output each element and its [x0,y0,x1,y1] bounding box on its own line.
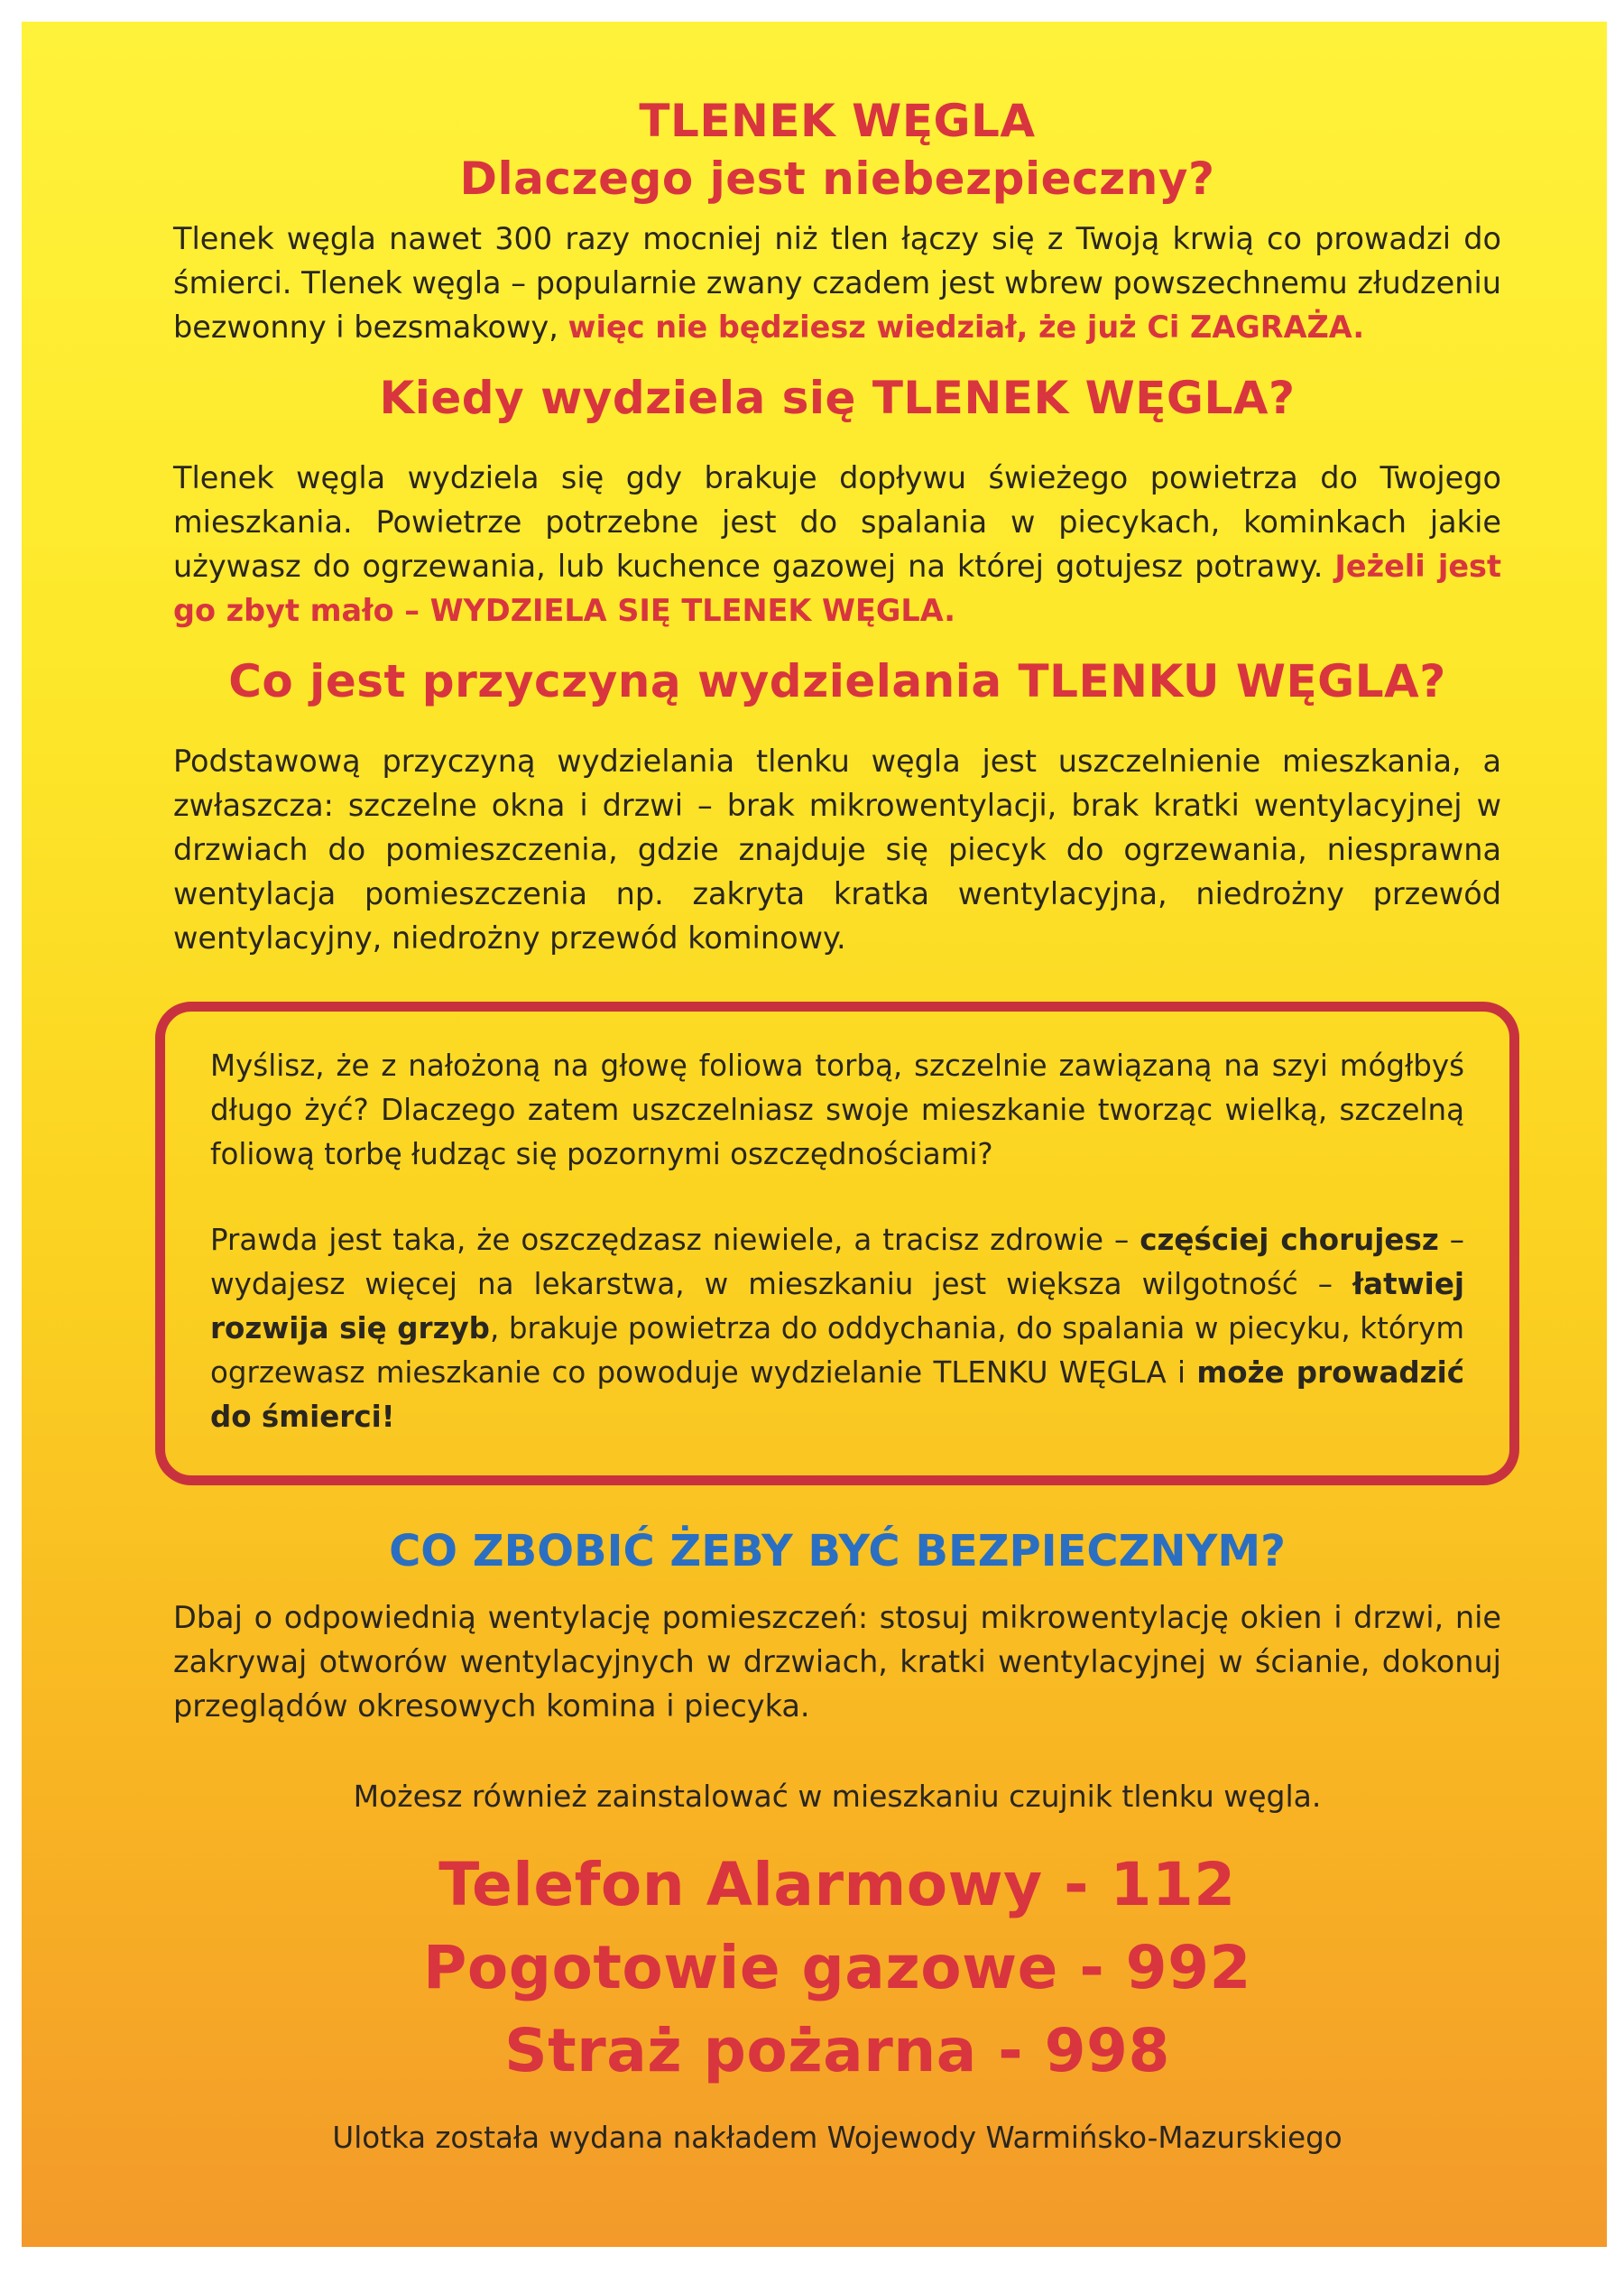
leaflet-page [22,22,1607,2247]
when-highlight: Jeżeli jest go zbyt mało – WYDZIELA SIĘ TLENEK WĘGLA. [173,549,1501,628]
p2-part-c: – wydajesz więcej na lekarstwa, w mieszkaniu jest większa wilgotność – [210,1223,1464,1301]
section-why-dangerous-text [173,217,1501,349]
when-body: Tlenek węgla wydziela się gdy brakuje dopływu świeżego powietrza do Twojego mieszkania. Powietrze potrzebne jest do spalania w piecykach, kominkach jakie używasz do ogrzewania, lub kuchence gazowej na której gotujesz potrawy. [173,460,1501,584]
warning-box-gap [210,1177,1464,1218]
section-cause-text: Podstawową przyczyną wydzielania tlenku węgla jest uszczelnienie mieszkania, a zwłaszcza: szczelne okna i drzwi – brak mikrowentylacji, brak kratki wentylacyjnej w drzwiach do pomieszczenia, gdzie znajduje się piecyk do ogrzewania, niesprawna wentylacja pomieszczenia np. zakryta kratka wentylacyjna, niedrożny przewód wentylacyjny, niedrożny przewód kominowy. [173,744,1501,956]
phone-fire: Straż pożarna - 998 [504,2016,1170,2085]
why-dangerous-body: Tlenek węgla nawet 300 razy mocniej niż tlen łączy się z Twoją krwią co prowadzi do śmierci. Tlenek węgla – popularnie zwany czadem jest wbrew powszechnemu złudzeniu bezwonny i bezsmakowy, [173,221,1501,345]
phone-alarm: Telefon Alarmowy - 112 [438,1850,1236,1919]
section-when-text [173,456,1501,633]
p2-part-a: Prawda jest taka, że oszczędzasz niewiele, a tracisz zdrowie – [210,1223,1140,1257]
p2-part-e: , brakuje powietrza do oddychania, do spalania w piecyku, którym ogrzewasz mieszkanie co powoduje wydzielanie TLENKU WĘGLA i [210,1311,1465,1390]
p2-bold-fungus: łatwiej rozwija się grzyb [210,1267,1464,1345]
heading-when: Kiedy wydziela się TLENEK WĘGLA? [379,372,1296,424]
leaflet-content [173,85,1501,2189]
detector-note: Możesz również zainstalować w mieszkaniu czujnik tlenku węgla. [353,1779,1322,1814]
heading-cause: Co jest przyczyną wydzielania TLENKU WĘGLA? [228,655,1446,707]
p2-bold-death: może prowadzić do śmierci! [210,1355,1464,1434]
why-dangerous-highlight: więc nie będziesz wiedział, że już Ci ZAGRAŻA. [567,310,1365,345]
phone-gas: Pogotowie gazowe - 992 [423,1933,1251,2002]
main-title: TLENEK WĘGLA [639,95,1036,147]
main-subtitle: Dlaczego jest niebezpieczny? [459,153,1215,205]
section-safety-text: Dbaj o odpowiednią wentylację pomieszczeń: stosuj mikrowentylację okien i drzwi, nie zakrywaj otworów wentylacyjnych w drzwiach, kratki wentylacyjnej w ścianie, dokonuj przeglądów okresowych komina i piecyka. [173,1600,1501,1724]
emergency-phones [173,1844,1501,2093]
footer-note: Ulotka została wydana nakładem Wojewody Warmińsko-Mazurskiego [332,2121,1343,2155]
p2-bold-sick: częściej chorujesz [1140,1223,1439,1257]
warning-box-p1: Myślisz, że z nałożoną na głowę foliowa torbą, szczelnie zawiązaną na szyi mógłbyś długo żyć? Dlaczego zatem uszczelniasz swoje mieszkanie tworząc wielką, szczelną foliową torbę łudząc się pozornymi oszczędnościami? [210,1049,1464,1171]
warning-box [155,1002,1519,1485]
warning-box-p2 [210,1218,1464,1439]
heading-safety: CO ZBOBIĆ ŻEBY BYĆ BEZPIECZNYM? [389,1526,1286,1576]
